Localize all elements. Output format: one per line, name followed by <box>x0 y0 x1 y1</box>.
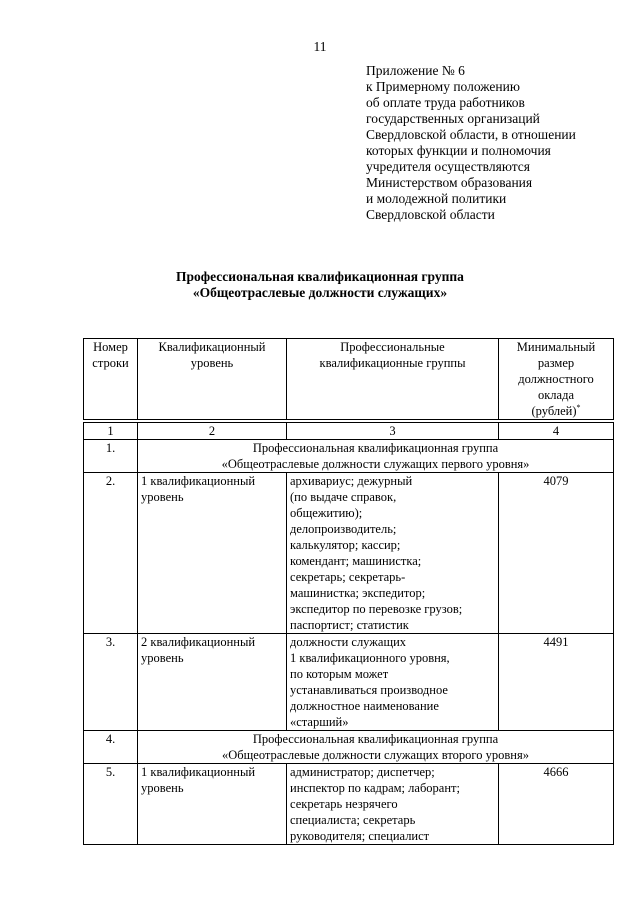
min-salary: 4491 <box>499 634 614 731</box>
header-text: Квалификационный <box>158 340 266 354</box>
group-title <box>138 731 614 764</box>
document-title <box>0 269 640 301</box>
positions-line: паспортист; статистик <box>290 618 409 632</box>
group-row <box>84 440 614 473</box>
header-row-number <box>84 339 138 420</box>
positions-line: должностное наименование <box>290 699 439 713</box>
header-professional-groups <box>287 339 499 420</box>
positions-line: комендант; машинистка; <box>290 554 422 568</box>
appendix-line: которых функции и полномочия <box>366 143 551 158</box>
column-number: 1 <box>84 423 138 440</box>
column-number: 2 <box>138 423 287 440</box>
positions-line: калькулятор; кассир; <box>290 538 401 552</box>
level-line: уровень <box>141 490 184 504</box>
group-row <box>84 731 614 764</box>
qualification-level <box>138 473 287 634</box>
row-number: 3. <box>84 634 138 731</box>
positions-line: специалиста; секретарь <box>290 813 416 827</box>
positions-list <box>287 764 499 845</box>
row-number: 4. <box>84 731 138 764</box>
row-number: 2. <box>84 473 138 634</box>
group-title-line: Профессиональная квалификационная группа <box>252 732 499 746</box>
header-text: Профессиональные <box>340 340 445 354</box>
row-number: 5. <box>84 764 138 845</box>
level-line: 2 квалификационный <box>141 635 256 649</box>
table-row <box>84 764 614 845</box>
level-line: уровень <box>141 651 184 665</box>
header-text: уровень <box>190 356 234 370</box>
row-number: 1. <box>84 440 138 473</box>
header-qualification-level <box>138 339 287 420</box>
group-title-line: Профессиональная квалификационная группа <box>252 441 499 455</box>
appendix-line: Приложение № 6 <box>366 63 465 78</box>
level-line: уровень <box>141 781 184 795</box>
positions-line: должности служащих <box>290 635 407 649</box>
positions-line: администратор; диспетчер; <box>290 765 435 779</box>
header-text: размер <box>537 356 575 370</box>
header-table <box>83 338 614 420</box>
column-number: 3 <box>287 423 499 440</box>
positions-line: экспедитор по перевозке грузов; <box>290 602 463 616</box>
positions-line: делопроизводитель; <box>290 522 397 536</box>
title-line-1: Профессиональная квалификационная группа <box>176 269 464 284</box>
appendix-line: Министерством образования <box>366 175 533 190</box>
positions-list <box>287 473 499 634</box>
appendix-reference <box>366 63 626 223</box>
positions-line: «старший» <box>290 715 349 729</box>
header-min-salary <box>499 339 614 420</box>
positions-line: секретарь; секретарь- <box>290 570 406 584</box>
positions-line: по которым может <box>290 667 389 681</box>
qualification-level <box>138 764 287 845</box>
appendix-line: государственных организаций <box>366 111 540 126</box>
positions-line: секретарь незрячего <box>290 797 398 811</box>
positions-line: общежитию); <box>290 506 363 520</box>
header-text: строки <box>92 356 129 370</box>
appendix-line: учредителя осуществляются <box>366 159 530 174</box>
appendix-line: об оплате труда работников <box>366 95 525 110</box>
positions-list <box>287 634 499 731</box>
positions-line: 1 квалификационного уровня, <box>290 651 450 665</box>
header-text: квалификационные группы <box>319 356 466 370</box>
header-text: Минимальный <box>516 340 596 354</box>
group-title-line: «Общеотраслевые должности служащих первого уровня» <box>221 457 530 471</box>
appendix-line: и молодежной политики <box>366 191 507 206</box>
header-text <box>502 403 610 419</box>
header-text: Номер <box>93 340 128 354</box>
table-row <box>84 473 614 634</box>
positions-line: (по выдаче справок, <box>290 490 397 504</box>
header-text: оклада <box>537 388 575 402</box>
positions-line: архивариус; дежурный <box>290 474 413 488</box>
table-row <box>84 634 614 731</box>
appendix-line: к Примерному положению <box>366 79 520 94</box>
group-title-line: «Общеотраслевые должности служащих второго уровня» <box>222 748 529 762</box>
positions-line: руководителя; специалист <box>290 829 430 843</box>
page-number: 11 <box>313 39 327 54</box>
positions-line: инспектор по кадрам; лаборант; <box>290 781 460 795</box>
min-salary: 4079 <box>499 473 614 634</box>
column-number-row <box>84 423 614 440</box>
header-text: (рублей) <box>531 404 577 418</box>
group-title <box>138 440 614 473</box>
title-line-2: «Общеотраслевые должности служащих» <box>192 285 448 300</box>
appendix-line: Свердловской области <box>366 207 495 222</box>
positions-line: машинистка; экспедитор; <box>290 586 426 600</box>
header-row <box>84 339 614 420</box>
positions-line: устанавливаться производное <box>290 683 448 697</box>
qualification-level <box>138 634 287 731</box>
salary-table <box>83 422 614 845</box>
min-salary: 4666 <box>499 764 614 845</box>
footnote-mark: * <box>576 402 581 412</box>
level-line: 1 квалификационный <box>141 474 256 488</box>
header-text: должностного <box>518 372 594 386</box>
level-line: 1 квалификационный <box>141 765 256 779</box>
column-number: 4 <box>499 423 614 440</box>
appendix-line: Свердловской области, в отношении <box>366 127 576 142</box>
